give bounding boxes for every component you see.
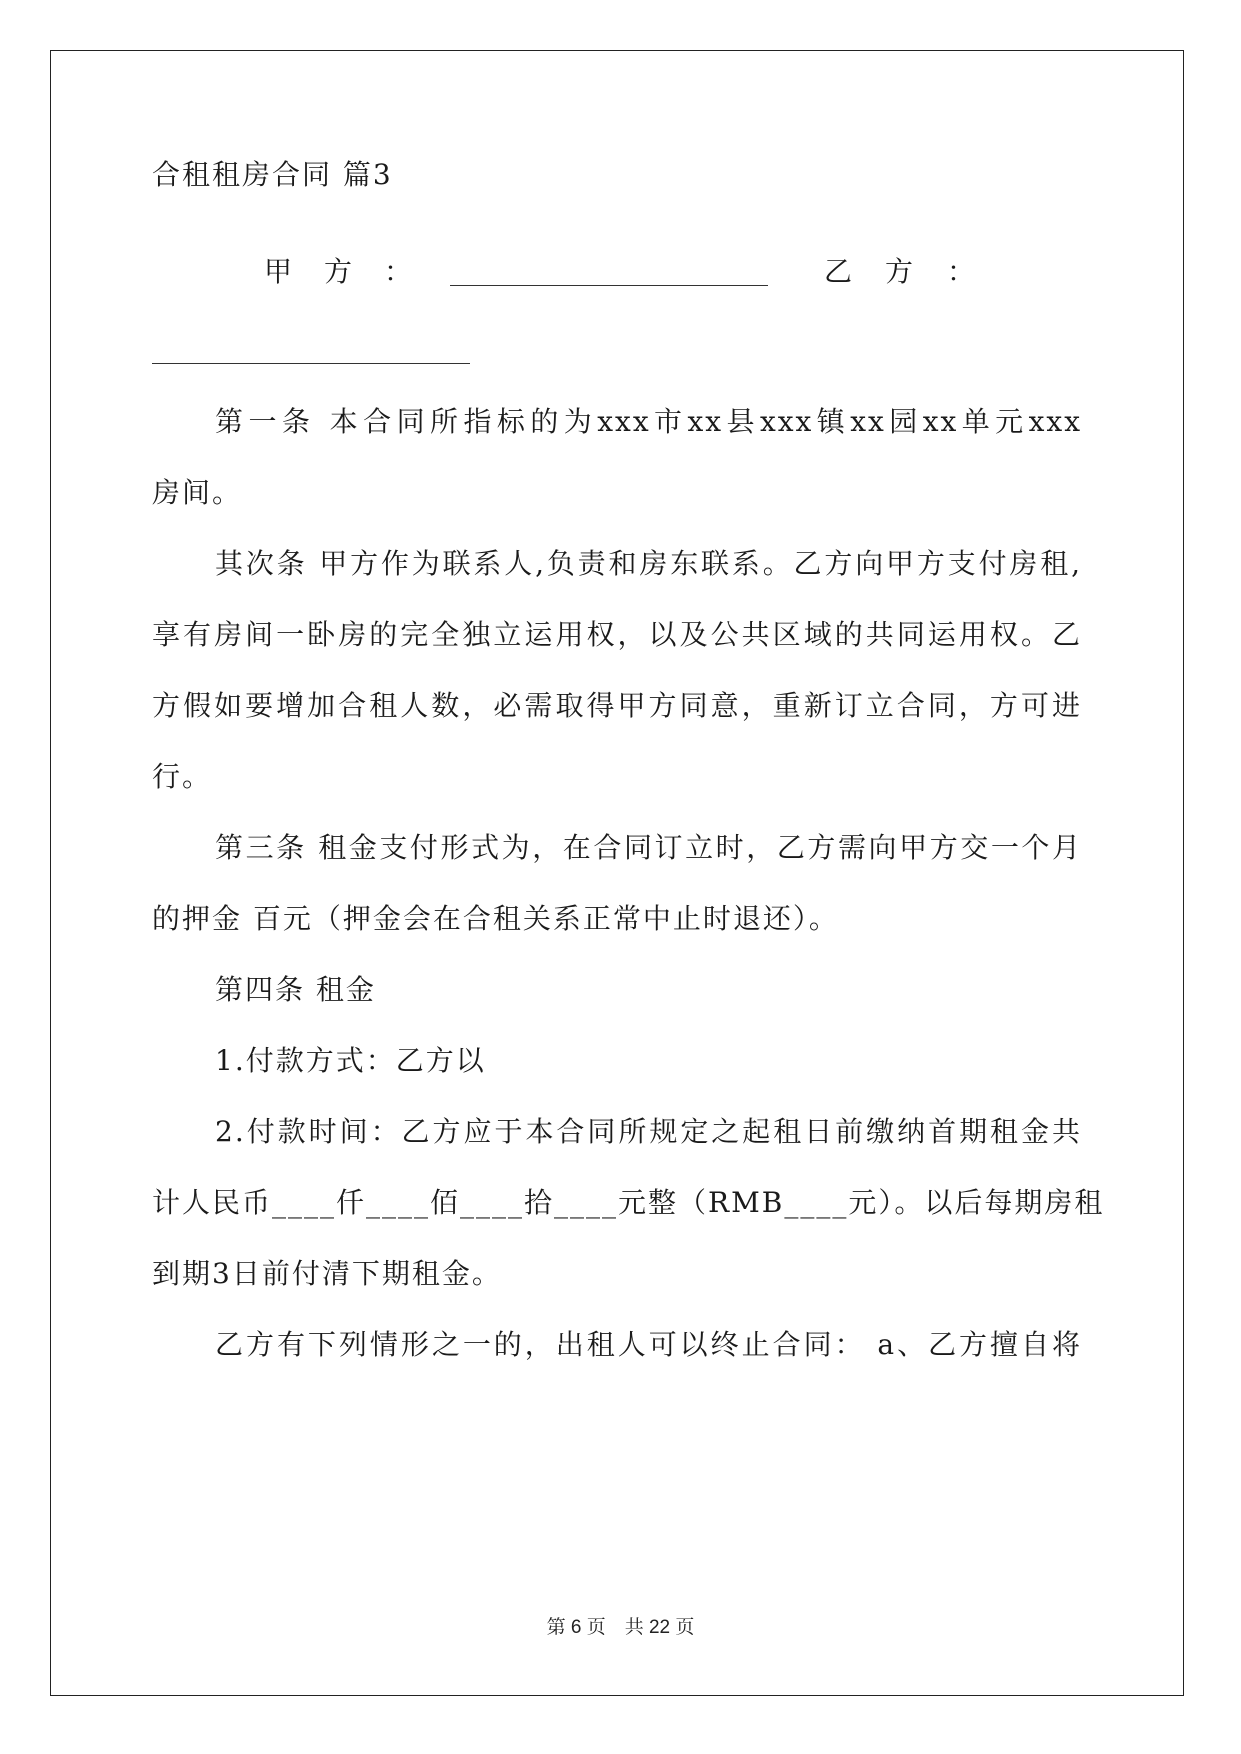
document-title: 合租租房合同 篇3 bbox=[152, 158, 393, 191]
party-a-label-char2: 方 bbox=[324, 255, 353, 288]
parties-row bbox=[152, 255, 1082, 295]
article-2-line-2: 享有房间一卧房的完全独立运用权，以及公共区域的共同运用权。乙 bbox=[152, 618, 1082, 651]
page-number-footer: 第 6 页 共 22 页 bbox=[546, 1617, 695, 1638]
page-border bbox=[50, 50, 1184, 1696]
party-a-blank[interactable] bbox=[450, 285, 768, 286]
article-1-line-2: 房间。 bbox=[152, 476, 243, 509]
article-2-line-3: 方假如要增加合租人数，必需取得甲方同意，重新订立合同，方可进 bbox=[152, 689, 1082, 722]
payment-method: 1.付款方式：乙方以 bbox=[215, 1044, 486, 1077]
payment-time-line-3: 到期3日前付清下期租金。 bbox=[152, 1257, 502, 1290]
party-b-label-char1: 乙 bbox=[824, 255, 853, 288]
article-1-line-1: 第一条 本合同所指标的为xxx市xx县xxx镇xx园xx单元xxx bbox=[215, 405, 1082, 438]
article-4-heading: 第四条 租金 bbox=[215, 973, 376, 1006]
article-3-line-2: 的押金 百元（押金会在合租关系正常中止时退还）。 bbox=[152, 902, 839, 935]
party-b-label-char2: 方 bbox=[885, 255, 914, 288]
article-2-line-1: 其次条 甲方作为联系人,负责和房东联系。乙方向甲方支付房租, bbox=[215, 547, 1082, 580]
termination-clause-line-1: 乙方有下列情形之一的，出租人可以终止合同： a、乙方擅自将 bbox=[215, 1328, 1082, 1361]
article-2-line-4: 行。 bbox=[152, 760, 213, 793]
party-b-blank[interactable] bbox=[152, 363, 470, 364]
payment-time-line-2: 计人民币____仟____佰____拾____元整（RMB____元）。以后每期房租 bbox=[152, 1186, 1105, 1219]
article-3-line-1: 第三条 租金支付形式为，在合同订立时，乙方需向甲方交一个月 bbox=[215, 831, 1082, 864]
party-b-colon: ： bbox=[947, 255, 976, 288]
party-a-label-char1: 甲 bbox=[264, 255, 293, 288]
payment-time-line-1: 2.付款时间：乙方应于本合同所规定之起租日前缴纳首期租金共 bbox=[215, 1115, 1082, 1148]
party-a-colon: ： bbox=[384, 255, 413, 288]
